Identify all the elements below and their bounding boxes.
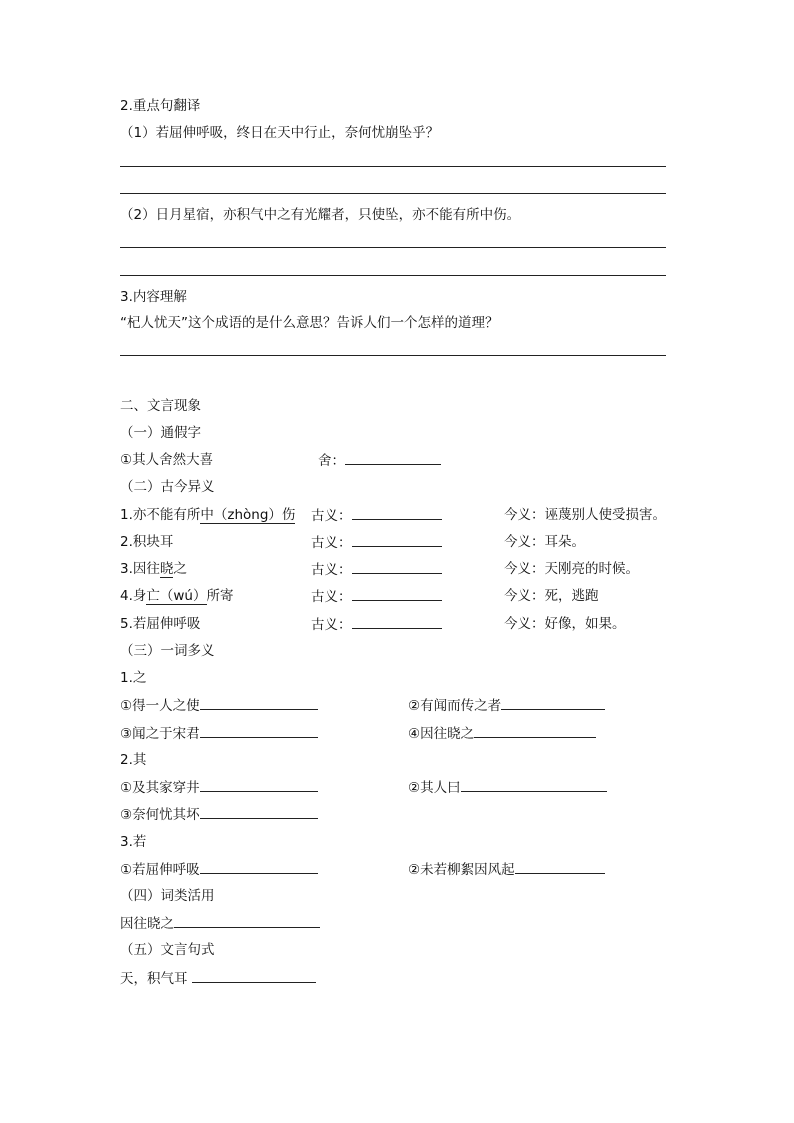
answer-blank[interactable] <box>200 860 318 874</box>
yici-heading: （三）一词多义 <box>120 643 215 659</box>
jin-meaning: 今义：天刚亮的时候。 <box>504 561 639 577</box>
answer-line[interactable] <box>120 247 666 248</box>
section-heading: 二、文言现象 <box>120 398 201 414</box>
answer-blank[interactable] <box>501 696 605 710</box>
yici-item: ①若屈伸呼吸 <box>120 860 318 879</box>
answer-blank[interactable] <box>461 778 607 792</box>
answer-label: 舍： <box>318 453 345 469</box>
yici-item: ④因往晓之 <box>408 724 596 743</box>
gu-field: 古义： <box>311 533 442 552</box>
jin-meaning: 今义：耳朵。 <box>504 534 585 550</box>
yici-item: ③闻之于宋君 <box>120 724 318 743</box>
answer-blank[interactable] <box>474 724 596 738</box>
tongjia-item: ①其人舍然大喜 <box>120 452 214 468</box>
gujin-item: 4.身亡（wú）所寄 <box>120 588 234 604</box>
jin-meaning: 今义：诬蔑别人使受损害。 <box>504 507 666 523</box>
answer-line[interactable] <box>120 166 666 167</box>
juzi-heading: （五）文言句式 <box>120 942 215 958</box>
answer-line[interactable] <box>120 193 666 194</box>
tongjia-answer <box>318 451 441 470</box>
answer-blank[interactable] <box>352 533 442 547</box>
q2-heading: 2.重点句翻译 <box>120 98 201 114</box>
yici-item: ②其人曰 <box>408 778 607 797</box>
answer-blank[interactable] <box>174 914 320 928</box>
yici-item: ③奈何忧其坏 <box>120 805 318 824</box>
answer-blank[interactable] <box>515 860 605 874</box>
yici-group-label: 2.其 <box>120 752 147 768</box>
answer-blank[interactable] <box>345 451 441 465</box>
q3-question: “杞人忧天”这个成语的是什么意思？告诉人们一个怎样的道理？ <box>120 315 499 331</box>
tongjia-heading: （一）通假字 <box>120 425 201 441</box>
juzi-item: 天，积气耳 <box>120 969 316 988</box>
answer-blank[interactable] <box>352 615 442 629</box>
q2-sentence-1: （1）若屈伸呼吸，终日在天中行止，奈何忧崩坠乎？ <box>120 125 440 141</box>
q2-sentence-2: （2）日月星宿，亦积气中之有光耀者，只使坠，亦不能有所中伤。 <box>120 207 521 223</box>
q3-heading: 3.内容理解 <box>120 289 187 305</box>
gu-field: 古义： <box>311 560 442 579</box>
answer-line[interactable] <box>120 355 666 356</box>
gujin-item: 5.若屈伸呼吸 <box>120 616 201 632</box>
gu-field: 古义： <box>311 615 442 634</box>
answer-blank[interactable] <box>200 778 318 792</box>
answer-blank[interactable] <box>200 724 318 738</box>
answer-blank[interactable] <box>192 969 316 983</box>
answer-blank[interactable] <box>352 560 442 574</box>
answer-line[interactable] <box>120 275 666 276</box>
yici-item: ①得一人之使 <box>120 696 318 715</box>
gujin-item: 2.积块耳 <box>120 534 174 550</box>
yici-item: ②未若柳絮因风起 <box>408 860 605 879</box>
jin-meaning: 今义：死，逃跑 <box>504 588 599 604</box>
cilei-item: 因往晓之 <box>120 914 320 933</box>
answer-blank[interactable] <box>352 587 442 601</box>
gujin-item: 3.因往晓之 <box>120 561 187 577</box>
cilei-heading: （四）词类活用 <box>120 888 215 904</box>
answer-blank[interactable] <box>200 805 318 819</box>
answer-blank[interactable] <box>200 696 318 710</box>
yici-group-label: 3.若 <box>120 834 147 850</box>
yici-item: ②有闻而传之者 <box>408 696 605 715</box>
yici-item: ①及其家穿井 <box>120 778 318 797</box>
gujin-item: 1.亦不能有所中（zhòng）伤 <box>120 507 296 523</box>
gujin-heading: （二）古今异义 <box>120 479 215 495</box>
answer-blank[interactable] <box>352 506 442 520</box>
jin-meaning: 今义：好像，如果。 <box>504 616 626 632</box>
gu-field: 古义： <box>311 506 442 525</box>
yici-group-label: 1.之 <box>120 670 147 686</box>
gu-field: 古义： <box>311 587 442 606</box>
